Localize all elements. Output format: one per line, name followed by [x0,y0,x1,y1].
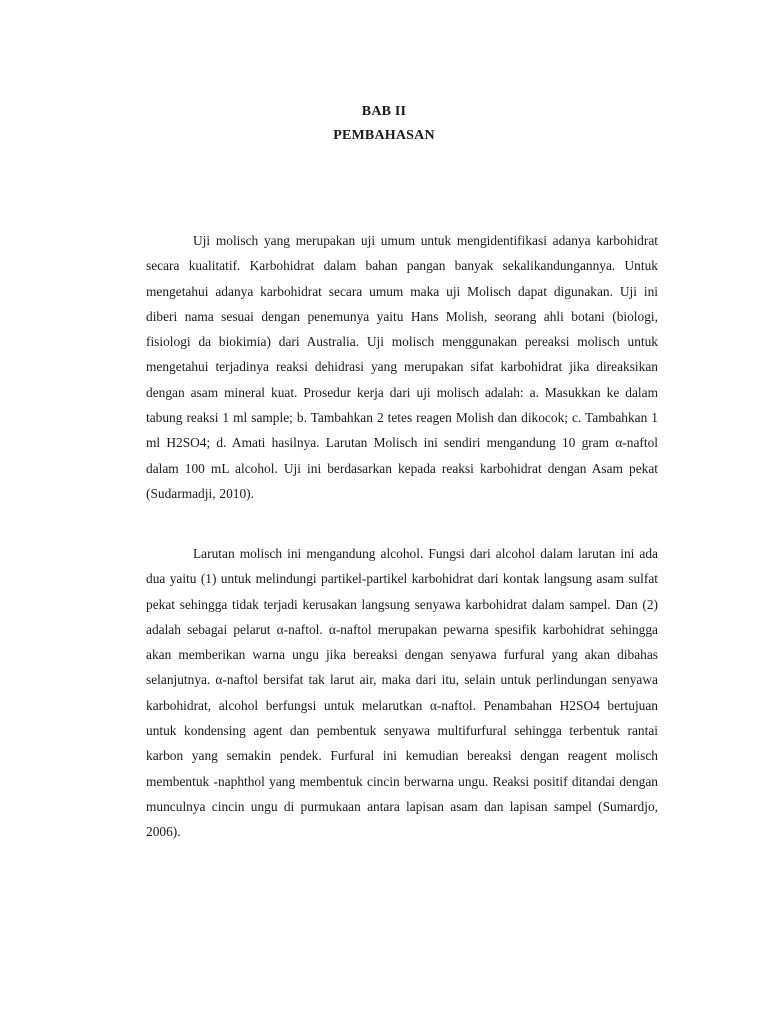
paragraph-molisch-test: Uji molisch yang merupakan uji umum untuk mengidentifikasi adanya karbohidrat secara kualitatif. Karbohidrat dalam bahan pangan banyak sekalikandungannya. Untuk mengetahui adanya karbohidrat secara umum maka uji Molisch dapat digunakan. Uji ini diberi nama sesuai dengan penemunya yaitu Hans Molish, seorang ahli botani (biologi, fisiologi da biokimia) dari Australia. Uji molisch menggunakan pereaksi molisch untuk mengetahui terjadinya reaksi dehidrasi yang merupakan sifat karbohidrat jika direaksikan dengan asam mineral kuat. Prosedur kerja dari uji molisch adalah: a. Masukkan ke dalam tabung reaksi 1 ml sample; b. Tambahkan 2 tetes reagen Molish dan dikocok; c. Tambahkan 1 ml H2SO4; d. Amati hasilnya. Larutan Molisch ini sendiri mengandung 10 gram α-naftol dalam 100 mL alcohol. Uji ini berdasarkan kepada reaksi karbohidrat dengan Asam pekat (Sudarmadji, 2010). [146,233,658,501]
chapter-heading: BAB II [361,104,407,119]
section-heading: PEMBAHASAN [333,128,435,143]
paragraph-molisch-solution: Larutan molisch ini mengandung alcohol. Fungsi dari alcohol dalam larutan ini ada dua yaitu (1) untuk melindungi partikel-partikel karbohidrat dari kontak langsung asam sulfat pekat sehingga tidak terjadi kerusakan langsung senyawa karbohidrat dalam sampel. Dan (2) adalah sebagai pelarut α-naftol. α-naftol merupakan pewarna spesifik karbohidrat sehingga akan memberikan warna ungu jika bereaksi dengan senyawa furfural yang akan dibahas selanjutnya. α-naftol bersifat tak larut air, maka dari itu, selain untuk perlindungan senyawa karbohidrat, alcohol berfungsi untuk melarutkan α-naftol. Penambahan H2SO4 bertujuan untuk kondensing agent dan pembentuk senyawa multifurfural sehingga terbentuk rantai karbon yang semakin pendek. Furfural ini kemudian bereaksi dengan reagent molisch membentuk -naphthol yang membentuk cincin berwarna ungu. Reaksi positif ditandai dengan munculnya cincin ungu di purmukaan antara lapisan asam dan lapisan sampel (Sumardjo, 2006). [146,546,658,840]
